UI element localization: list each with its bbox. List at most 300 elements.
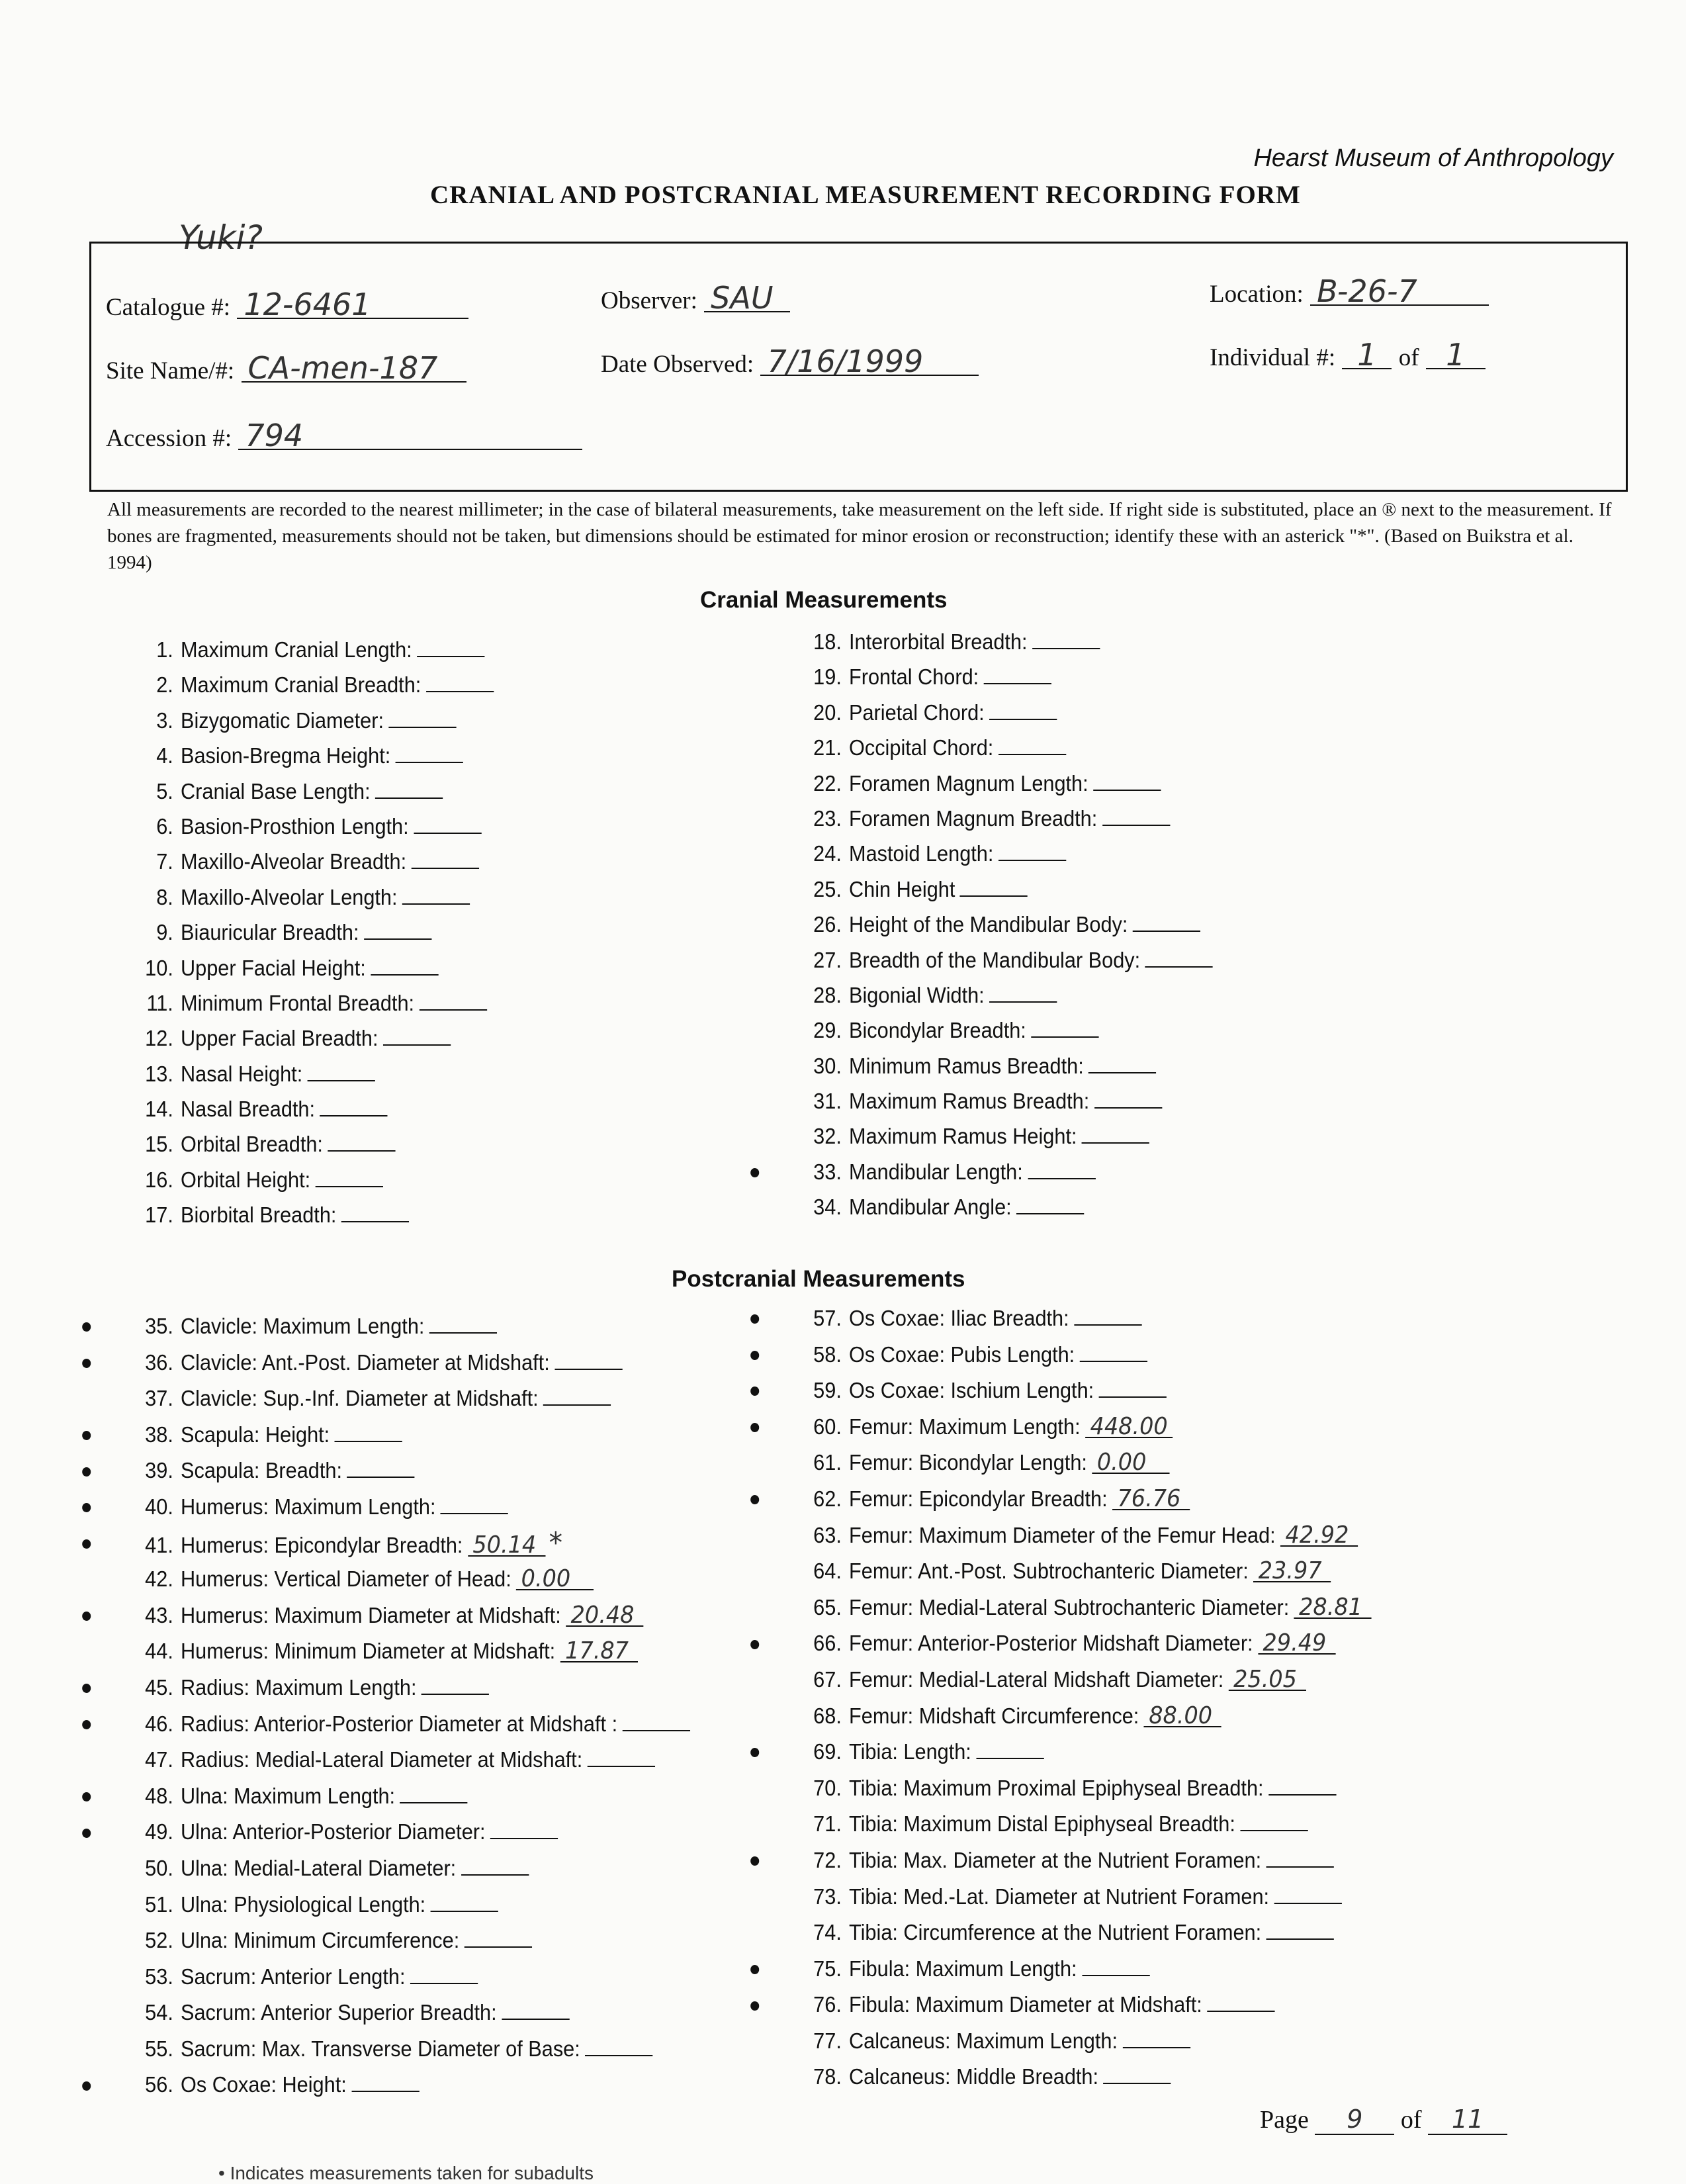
- measurement-label: Scapula: Height:: [181, 1422, 330, 1447]
- measurement-label: Mastoid Length:: [849, 841, 994, 866]
- measurement-row: [119, 844, 494, 879]
- measurement-value-field[interactable]: [1274, 1903, 1342, 1904]
- measurement-number: 39.: [145, 1458, 173, 1483]
- measurement-label: Breadth of the Mandibular Body:: [849, 947, 1141, 972]
- measurement-row: [119, 915, 494, 950]
- measurement-label: Femur: Maximum Diameter of the Femur Head:: [849, 1522, 1276, 1547]
- measurement-label: Upper Facial Breadth:: [181, 1026, 378, 1051]
- measurement-row: [787, 1154, 1213, 1189]
- measurement-row: [787, 1013, 1213, 1048]
- measurement-number: 1.: [156, 637, 173, 662]
- measurement-number: 45.: [145, 1674, 173, 1700]
- measurement-label: Femur: Medial-Lateral Midshaft Diameter:: [849, 1666, 1224, 1692]
- estimated-asterisk: *: [549, 1525, 563, 1560]
- date-field[interactable]: [601, 343, 979, 379]
- measurement-number: 8.: [156, 884, 173, 909]
- measurement-value-field[interactable]: [461, 1874, 529, 1876]
- subadult-bullet-icon: [750, 1856, 759, 1866]
- measurement-value-field[interactable]: [410, 1983, 478, 1984]
- measurement-number: 54.: [145, 2000, 173, 2025]
- measurement-value-field[interactable]: [421, 1694, 489, 1695]
- measurement-label: Radius: Maximum Length:: [181, 1674, 417, 1700]
- measurement-value-field[interactable]: [316, 1186, 383, 1187]
- measurement-number: 21.: [813, 735, 842, 760]
- measurement-row: [787, 836, 1213, 871]
- measurement-row: [787, 1590, 1372, 1626]
- measurement-number: 12.: [145, 1026, 173, 1051]
- measurement-row: [119, 1706, 690, 1743]
- measurement-row: [119, 1453, 690, 1489]
- measurement-value-field[interactable]: [1145, 966, 1213, 968]
- measurement-number: 5.: [156, 778, 173, 803]
- measurement-number: 63.: [813, 1522, 842, 1547]
- museum-name: Hearst Museum of Anthropology: [1253, 144, 1613, 172]
- measurement-row: [119, 950, 494, 985]
- measurement-row: [787, 624, 1213, 659]
- measurement-row: [119, 880, 494, 915]
- measurement-value-field[interactable]: [1032, 648, 1100, 649]
- measurement-row: [119, 1197, 494, 1232]
- measurement-row: [119, 1126, 494, 1161]
- individual-total[interactable]: 1: [1426, 341, 1486, 369]
- measurement-value-field[interactable]: [431, 1911, 498, 1912]
- measurement-row: [787, 1915, 1372, 1951]
- measurement-number: 35.: [145, 1314, 173, 1338]
- measurement-value-field[interactable]: [976, 1758, 1043, 1759]
- measurement-number: 26.: [813, 912, 842, 937]
- measurement-value-field[interactable]: 0.00: [1092, 1453, 1169, 1474]
- measurement-row: [787, 942, 1213, 978]
- measurement-value-field[interactable]: [420, 1009, 487, 1011]
- measurement-label: Tibia: Max. Diameter at the Nutrient Foramen:: [849, 1847, 1262, 1872]
- measurement-number: 72.: [813, 1847, 842, 1872]
- measurement-label: Ulna: Physiological Length:: [181, 1891, 426, 1917]
- measurement-value-field[interactable]: 448.00: [1085, 1417, 1173, 1438]
- subadult-bullet-icon: [82, 1431, 91, 1440]
- subadult-bullet-icon: [82, 1467, 91, 1477]
- measurement-value-field[interactable]: 76.76: [1112, 1489, 1190, 1510]
- measurement-value-field[interactable]: [960, 895, 1028, 897]
- measurement-label: Orbital Breadth:: [181, 1132, 323, 1157]
- measurement-row: [119, 1381, 690, 1417]
- measurement-label: Maximum Ramus Height:: [849, 1124, 1077, 1149]
- measurement-number: 32.: [813, 1124, 842, 1149]
- measurement-number: 77.: [813, 2028, 842, 2053]
- measurement-value-field[interactable]: [1240, 1830, 1308, 1831]
- measurement-label: Femur: Midshaft Circumference:: [849, 1703, 1139, 1728]
- date-label: Date Observed:: [601, 351, 754, 378]
- measurement-label: Fibula: Maximum Diameter at Midshaft:: [849, 1992, 1202, 2017]
- measurement-row: [787, 1951, 1372, 1987]
- measurement-label: Biorbital Breadth:: [181, 1203, 337, 1228]
- measurement-row: [787, 978, 1213, 1013]
- measurement-number: 25.: [813, 876, 842, 901]
- measurement-row: [787, 1518, 1372, 1554]
- observer-label: Observer:: [601, 287, 697, 314]
- measurement-number: 78.: [813, 2064, 842, 2089]
- measurement-value-field[interactable]: [998, 860, 1066, 861]
- measurement-row: [119, 1598, 690, 1634]
- measurement-number: 65.: [813, 1594, 842, 1619]
- measurement-number: 68.: [813, 1703, 842, 1728]
- measurement-value-field[interactable]: [585, 2055, 652, 2056]
- measurement-label: Cranial Base Length:: [181, 778, 371, 803]
- measurement-value-field[interactable]: 25.05: [1229, 1670, 1306, 1691]
- measurement-number: 24.: [813, 841, 842, 866]
- measurement-row: [787, 1843, 1372, 1879]
- measurement-row: [787, 2023, 1372, 2060]
- measurement-label: Occipital Chord:: [849, 735, 994, 760]
- measurement-value-field[interactable]: [1099, 1396, 1167, 1398]
- subadult-bullet-icon: [82, 1612, 91, 1621]
- measurement-label: Sacrum: Max. Transverse Diameter of Base:: [181, 2036, 580, 2061]
- measurement-row: [119, 1670, 690, 1706]
- measurement-number: 34.: [813, 1195, 842, 1220]
- measurement-value-field[interactable]: [328, 1150, 395, 1152]
- measurement-row: [787, 1300, 1372, 1337]
- measurement-row: [787, 2059, 1372, 2095]
- measurement-number: 75.: [813, 1956, 842, 1981]
- measurement-number: 20.: [813, 700, 842, 725]
- date-value[interactable]: 7/16/1999: [760, 348, 979, 376]
- measurement-label: Humerus: Maximum Diameter at Midshaft:: [181, 1602, 561, 1627]
- measurement-label: Ulna: Maximum Length:: [181, 1783, 396, 1808]
- subadult-bullet-icon: [82, 1829, 91, 1838]
- measurement-value-field[interactable]: [1268, 1794, 1336, 1796]
- measurement-label: Femur: Medial-Lateral Subtrochanteric Diameter:: [849, 1594, 1290, 1619]
- page-label: Page: [1259, 2106, 1309, 2134]
- measurement-number: 4.: [156, 743, 173, 768]
- measurement-label: Minimum Frontal Breadth:: [181, 990, 415, 1015]
- measurement-value-field[interactable]: 0.00: [516, 1569, 594, 1590]
- measurement-row: [787, 1048, 1213, 1083]
- postcranial-section-title: Postcranial Measurements: [672, 1266, 965, 1292]
- measurement-number: 70.: [813, 1775, 842, 1800]
- measurement-number: 52.: [145, 1928, 173, 1953]
- measurement-value-field[interactable]: [1088, 1072, 1156, 1073]
- measurement-value-field[interactable]: 23.97: [1253, 1561, 1331, 1582]
- page-footer: [1260, 2105, 1507, 2135]
- cranial-section-title: Cranial Measurements: [700, 587, 948, 613]
- page-total[interactable]: 11: [1428, 2105, 1507, 2135]
- measurement-number: 46.: [145, 1711, 173, 1736]
- measurement-label: Basion-Bregma Height:: [181, 743, 391, 768]
- location-value[interactable]: B-26-7: [1310, 278, 1489, 306]
- measurement-value-field[interactable]: [1094, 1107, 1162, 1109]
- measurement-value-field[interactable]: [588, 1766, 655, 1767]
- measurement-number: 23.: [813, 805, 842, 831]
- measurement-value-field[interactable]: [402, 903, 470, 905]
- measurement-label: Humerus: Minimum Diameter at Midshaft:: [181, 1639, 556, 1664]
- individual-of-label: of: [1398, 344, 1419, 371]
- measurement-label: Tibia: Med.-Lat. Diameter at Nutrient Foramen:: [849, 1884, 1270, 1909]
- measurement-value-field[interactable]: [465, 1946, 532, 1948]
- measurement-row: [119, 738, 494, 773]
- measurement-value-field[interactable]: [1031, 1036, 1098, 1038]
- measurement-number: 60.: [813, 1414, 842, 1439]
- measurement-number: 49.: [145, 1819, 173, 1844]
- measurement-number: 7.: [156, 849, 173, 874]
- measurement-row: [787, 730, 1213, 765]
- form-title: CRANIAL AND POSTCRANIAL MEASUREMENT RECORDING FORM: [430, 181, 1301, 209]
- measurement-value-field[interactable]: [984, 683, 1051, 684]
- measurement-number: 40.: [145, 1494, 173, 1519]
- observer-field[interactable]: [601, 280, 790, 316]
- measurement-number: 74.: [813, 1920, 842, 1945]
- measurement-number: 18.: [813, 629, 842, 654]
- measurement-number: 43.: [145, 1602, 173, 1627]
- measurement-label: Biauricular Breadth:: [181, 920, 359, 945]
- measurement-label: Clavicle: Ant.-Post. Diameter at Midshaft:: [181, 1349, 550, 1375]
- measurement-number: 55.: [145, 2036, 173, 2061]
- catalogue-label: Catalogue #:: [106, 294, 231, 321]
- measurement-label: Foramen Magnum Length:: [849, 770, 1088, 796]
- subadult-bullet-icon: [82, 1539, 91, 1549]
- measurement-value-field[interactable]: [320, 1115, 387, 1116]
- measurement-label: Radius: Anterior-Posterior Diameter at Midshaft :: [181, 1711, 618, 1736]
- measurement-value-field[interactable]: [364, 938, 431, 940]
- page-value[interactable]: 9: [1315, 2105, 1394, 2135]
- measurement-row: [119, 632, 494, 667]
- measurement-number: 16.: [145, 1167, 173, 1192]
- measurement-row: [787, 1481, 1372, 1518]
- site-field[interactable]: [106, 350, 466, 386]
- measurement-label: Mandibular Length:: [849, 1159, 1023, 1184]
- measurement-value-field[interactable]: [417, 656, 484, 657]
- site-label: Site Name/#:: [106, 357, 235, 385]
- measurement-value-field[interactable]: [543, 1404, 611, 1406]
- measurement-value-field[interactable]: [400, 1802, 468, 1803]
- measurement-label: Radius: Medial-Lateral Diameter at Midshaft:: [181, 1747, 583, 1772]
- measurement-value-field[interactable]: [429, 1332, 497, 1334]
- measurement-label: Frontal Chord:: [849, 664, 979, 690]
- measurement-row: [787, 1698, 1372, 1735]
- measurement-number: 64.: [813, 1559, 842, 1584]
- measurement-value-field[interactable]: [1102, 825, 1170, 826]
- measurement-label: Upper Facial Height:: [181, 955, 366, 980]
- measurement-label: Tibia: Length:: [849, 1739, 971, 1764]
- measurement-number: 13.: [145, 1061, 173, 1086]
- measurement-number: 56.: [145, 2072, 173, 2097]
- measurement-row: [119, 809, 494, 844]
- measurement-row: [787, 695, 1213, 730]
- measurement-row: [787, 1373, 1372, 1409]
- measurement-value-field[interactable]: 42.92: [1280, 1525, 1358, 1547]
- measurement-value-field[interactable]: [623, 1730, 690, 1731]
- measurement-value-field[interactable]: [351, 2091, 419, 2092]
- measurement-number: 62.: [813, 1486, 842, 1511]
- postcranial-right-list: [787, 1300, 1415, 2095]
- measurement-number: 76.: [813, 1992, 842, 2017]
- measurement-number: 38.: [145, 1422, 173, 1447]
- measurement-value-field[interactable]: [1082, 1142, 1149, 1144]
- measurement-row: [787, 1189, 1213, 1224]
- measurement-row: [787, 659, 1213, 694]
- measurement-row: [787, 1337, 1372, 1373]
- instructions: All measurements are recorded to the nearest millimeter; in the case of bilateral measurements, take measurement on the left side. If right side is substituted, place an ® next to the measurement. If bones are fragmented, measurements should not be taken, but dimensions should be estimated for minor erosion or reconstruction; identify these with an asterick "*". (Based on Buikstra et al. 1994): [107, 499, 1612, 573]
- measurement-number: 57.: [813, 1306, 842, 1330]
- measurement-number: 61.: [813, 1450, 842, 1475]
- measurement-number: 30.: [813, 1053, 842, 1078]
- measurement-row: [119, 667, 494, 702]
- catalogue-value[interactable]: 12-6461: [237, 291, 468, 319]
- measurement-value-field[interactable]: [383, 1044, 451, 1046]
- measurement-value-field[interactable]: [1122, 2047, 1190, 2048]
- measurement-value-field[interactable]: 17.87: [560, 1641, 638, 1662]
- measurement-value-field[interactable]: [1207, 2011, 1274, 2012]
- measurement-value-field[interactable]: 50.14: [468, 1535, 545, 1557]
- measurement-row: [787, 872, 1213, 907]
- measurement-row: [787, 1553, 1372, 1590]
- measurement-value-field[interactable]: [1082, 1975, 1149, 1976]
- measurement-value-field[interactable]: [998, 754, 1066, 755]
- measurement-value-field[interactable]: [1133, 931, 1200, 932]
- measurement-label: Os Coxae: Iliac Breadth:: [849, 1306, 1069, 1330]
- measurement-row: [787, 1879, 1372, 1915]
- measurement-label: Interorbital Breadth:: [849, 629, 1028, 654]
- header-fields-box: [89, 242, 1628, 492]
- measurement-label: Humerus: Maximum Length:: [181, 1494, 436, 1519]
- measurement-row: [119, 703, 494, 738]
- measurement-label: Fibula: Maximum Length:: [849, 1956, 1077, 1981]
- subadult-bullet-icon: [82, 1684, 91, 1693]
- measurement-label: Tibia: Circumference at the Nutrient Foramen:: [849, 1920, 1262, 1945]
- measurement-number: 73.: [813, 1884, 842, 1909]
- measurement-label: Os Coxae: Height:: [181, 2072, 347, 2097]
- catalogue-field[interactable]: [106, 287, 468, 322]
- measurement-number: 71.: [813, 1811, 842, 1837]
- measurement-row: [787, 801, 1213, 836]
- measurement-label: Tibia: Maximum Distal Epiphyseal Breadth:: [849, 1811, 1235, 1837]
- measurement-row: [787, 1083, 1213, 1118]
- measurement-number: 9.: [156, 920, 173, 945]
- measurement-number: 19.: [813, 664, 842, 690]
- measurement-value-field[interactable]: 88.00: [1144, 1706, 1221, 1727]
- measurement-value-field[interactable]: [375, 797, 443, 799]
- measurement-value-field[interactable]: [388, 727, 456, 728]
- measurement-label: Sacrum: Anterior Superior Breadth:: [181, 2000, 497, 2025]
- measurement-label: Ulna: Anterior-Posterior Diameter:: [181, 1819, 486, 1844]
- measurement-number: 3.: [156, 707, 173, 733]
- measurement-label: Height of the Mandibular Body:: [849, 912, 1128, 937]
- measurement-value-field[interactable]: [1028, 1178, 1095, 1179]
- measurement-label: Nasal Height:: [181, 1061, 303, 1086]
- site-value[interactable]: CA-men-187: [242, 355, 466, 383]
- measurement-number: 15.: [145, 1132, 173, 1157]
- subadult-bullet-icon: [82, 2081, 91, 2091]
- measurement-value-field[interactable]: [308, 1080, 375, 1081]
- measurement-value-field[interactable]: [502, 2019, 569, 2020]
- measurement-row: [119, 1091, 494, 1126]
- measurement-number: 67.: [813, 1666, 842, 1692]
- individual-field[interactable]: [1210, 337, 1486, 373]
- measurement-value-field[interactable]: 29.49: [1258, 1633, 1335, 1655]
- measurement-row: [787, 1806, 1372, 1843]
- observer-value[interactable]: SAU: [704, 285, 790, 312]
- subadult-bullet-icon: [750, 1748, 759, 1757]
- measurement-label: Maximum Cranial Length:: [181, 637, 412, 662]
- measurement-value-field[interactable]: [414, 833, 481, 834]
- measurement-value-field[interactable]: [989, 719, 1057, 720]
- measurement-value-field[interactable]: [347, 1477, 414, 1478]
- subadult-bullet-icon: [82, 1720, 91, 1729]
- measurement-row: [119, 985, 494, 1021]
- measurement-value-field[interactable]: 20.48: [566, 1606, 643, 1627]
- individual-value[interactable]: 1: [1342, 341, 1392, 369]
- measurement-row: [787, 1625, 1372, 1662]
- location-field[interactable]: [1210, 273, 1489, 309]
- measurement-value-field[interactable]: [341, 1221, 409, 1222]
- measurement-value-field[interactable]: [1266, 1938, 1334, 1940]
- cranial-left-list: [119, 632, 522, 1233]
- measurement-row: [119, 1561, 690, 1598]
- measurement-label: Scapula: Breadth:: [181, 1458, 342, 1483]
- measurement-value-field[interactable]: [1074, 1324, 1141, 1326]
- measurement-value-field[interactable]: [441, 1513, 508, 1514]
- measurement-value-field[interactable]: [1016, 1213, 1084, 1214]
- measurement-row: [787, 1662, 1372, 1698]
- measurement-value-field[interactable]: [989, 1001, 1057, 1003]
- subadult-bullet-icon: [750, 1168, 759, 1177]
- measurement-value-field[interactable]: [412, 868, 479, 869]
- measurement-label: Maxillo-Alveolar Length:: [181, 884, 398, 909]
- measurement-number: 33.: [813, 1159, 842, 1184]
- measurement-row: [119, 1850, 690, 1887]
- measurement-value-field[interactable]: [1266, 1866, 1334, 1868]
- measurement-value-field[interactable]: [396, 762, 463, 763]
- subadult-bullet-icon: [750, 1640, 759, 1649]
- measurement-value-field[interactable]: [371, 974, 438, 976]
- measurement-number: 47.: [145, 1747, 173, 1772]
- measurement-row: [787, 766, 1213, 801]
- handwritten-note: Yuki?: [179, 218, 263, 257]
- accession-value[interactable]: 794: [238, 422, 582, 450]
- measurement-row: [119, 1162, 494, 1197]
- page-of-label: of: [1400, 2106, 1422, 2134]
- measurement-number: 42.: [145, 1567, 173, 1592]
- measurement-number: 6.: [156, 813, 173, 839]
- measurement-label: Clavicle: Maximum Length:: [181, 1314, 425, 1338]
- measurement-number: 11.: [146, 990, 173, 1015]
- measurement-value-field[interactable]: [1080, 1361, 1147, 1362]
- measurement-value-field[interactable]: [555, 1369, 622, 1370]
- measurement-label: Femur: Ant.-Post. Subtrochanteric Diameter:: [849, 1559, 1249, 1584]
- measurement-value-field[interactable]: [335, 1441, 402, 1442]
- measurement-label: Femur: Epicondylar Breadth:: [849, 1486, 1108, 1511]
- measurement-label: Ulna: Medial-Lateral Diameter:: [181, 1855, 457, 1880]
- measurement-value-field[interactable]: [1103, 2083, 1171, 2084]
- measurement-number: 27.: [813, 947, 842, 972]
- measurement-value-field[interactable]: 28.81: [1294, 1598, 1372, 1619]
- measurement-number: 58.: [813, 1342, 842, 1367]
- measurement-number: 53.: [145, 1964, 173, 1989]
- measurement-row: [119, 2067, 690, 2103]
- accession-field[interactable]: [106, 418, 582, 453]
- measurement-row: [119, 774, 494, 809]
- measurement-label: Os Coxae: Ischium Length:: [849, 1378, 1094, 1403]
- measurement-row: [119, 1021, 494, 1056]
- measurement-value-field[interactable]: [1093, 790, 1161, 791]
- measurement-row: [119, 1778, 690, 1815]
- measurement-label: Femur: Anterior-Posterior Midshaft Diameter:: [849, 1631, 1253, 1656]
- subadult-bullet-icon: [750, 2001, 759, 2011]
- subadult-bullet-icon: [750, 1423, 759, 1432]
- measurement-row: [119, 1308, 690, 1345]
- subadult-bullet-icon: [750, 1351, 759, 1360]
- measurement-value-field[interactable]: [426, 691, 494, 692]
- measurement-row: [119, 1056, 494, 1091]
- measurement-value-field[interactable]: [490, 1838, 558, 1839]
